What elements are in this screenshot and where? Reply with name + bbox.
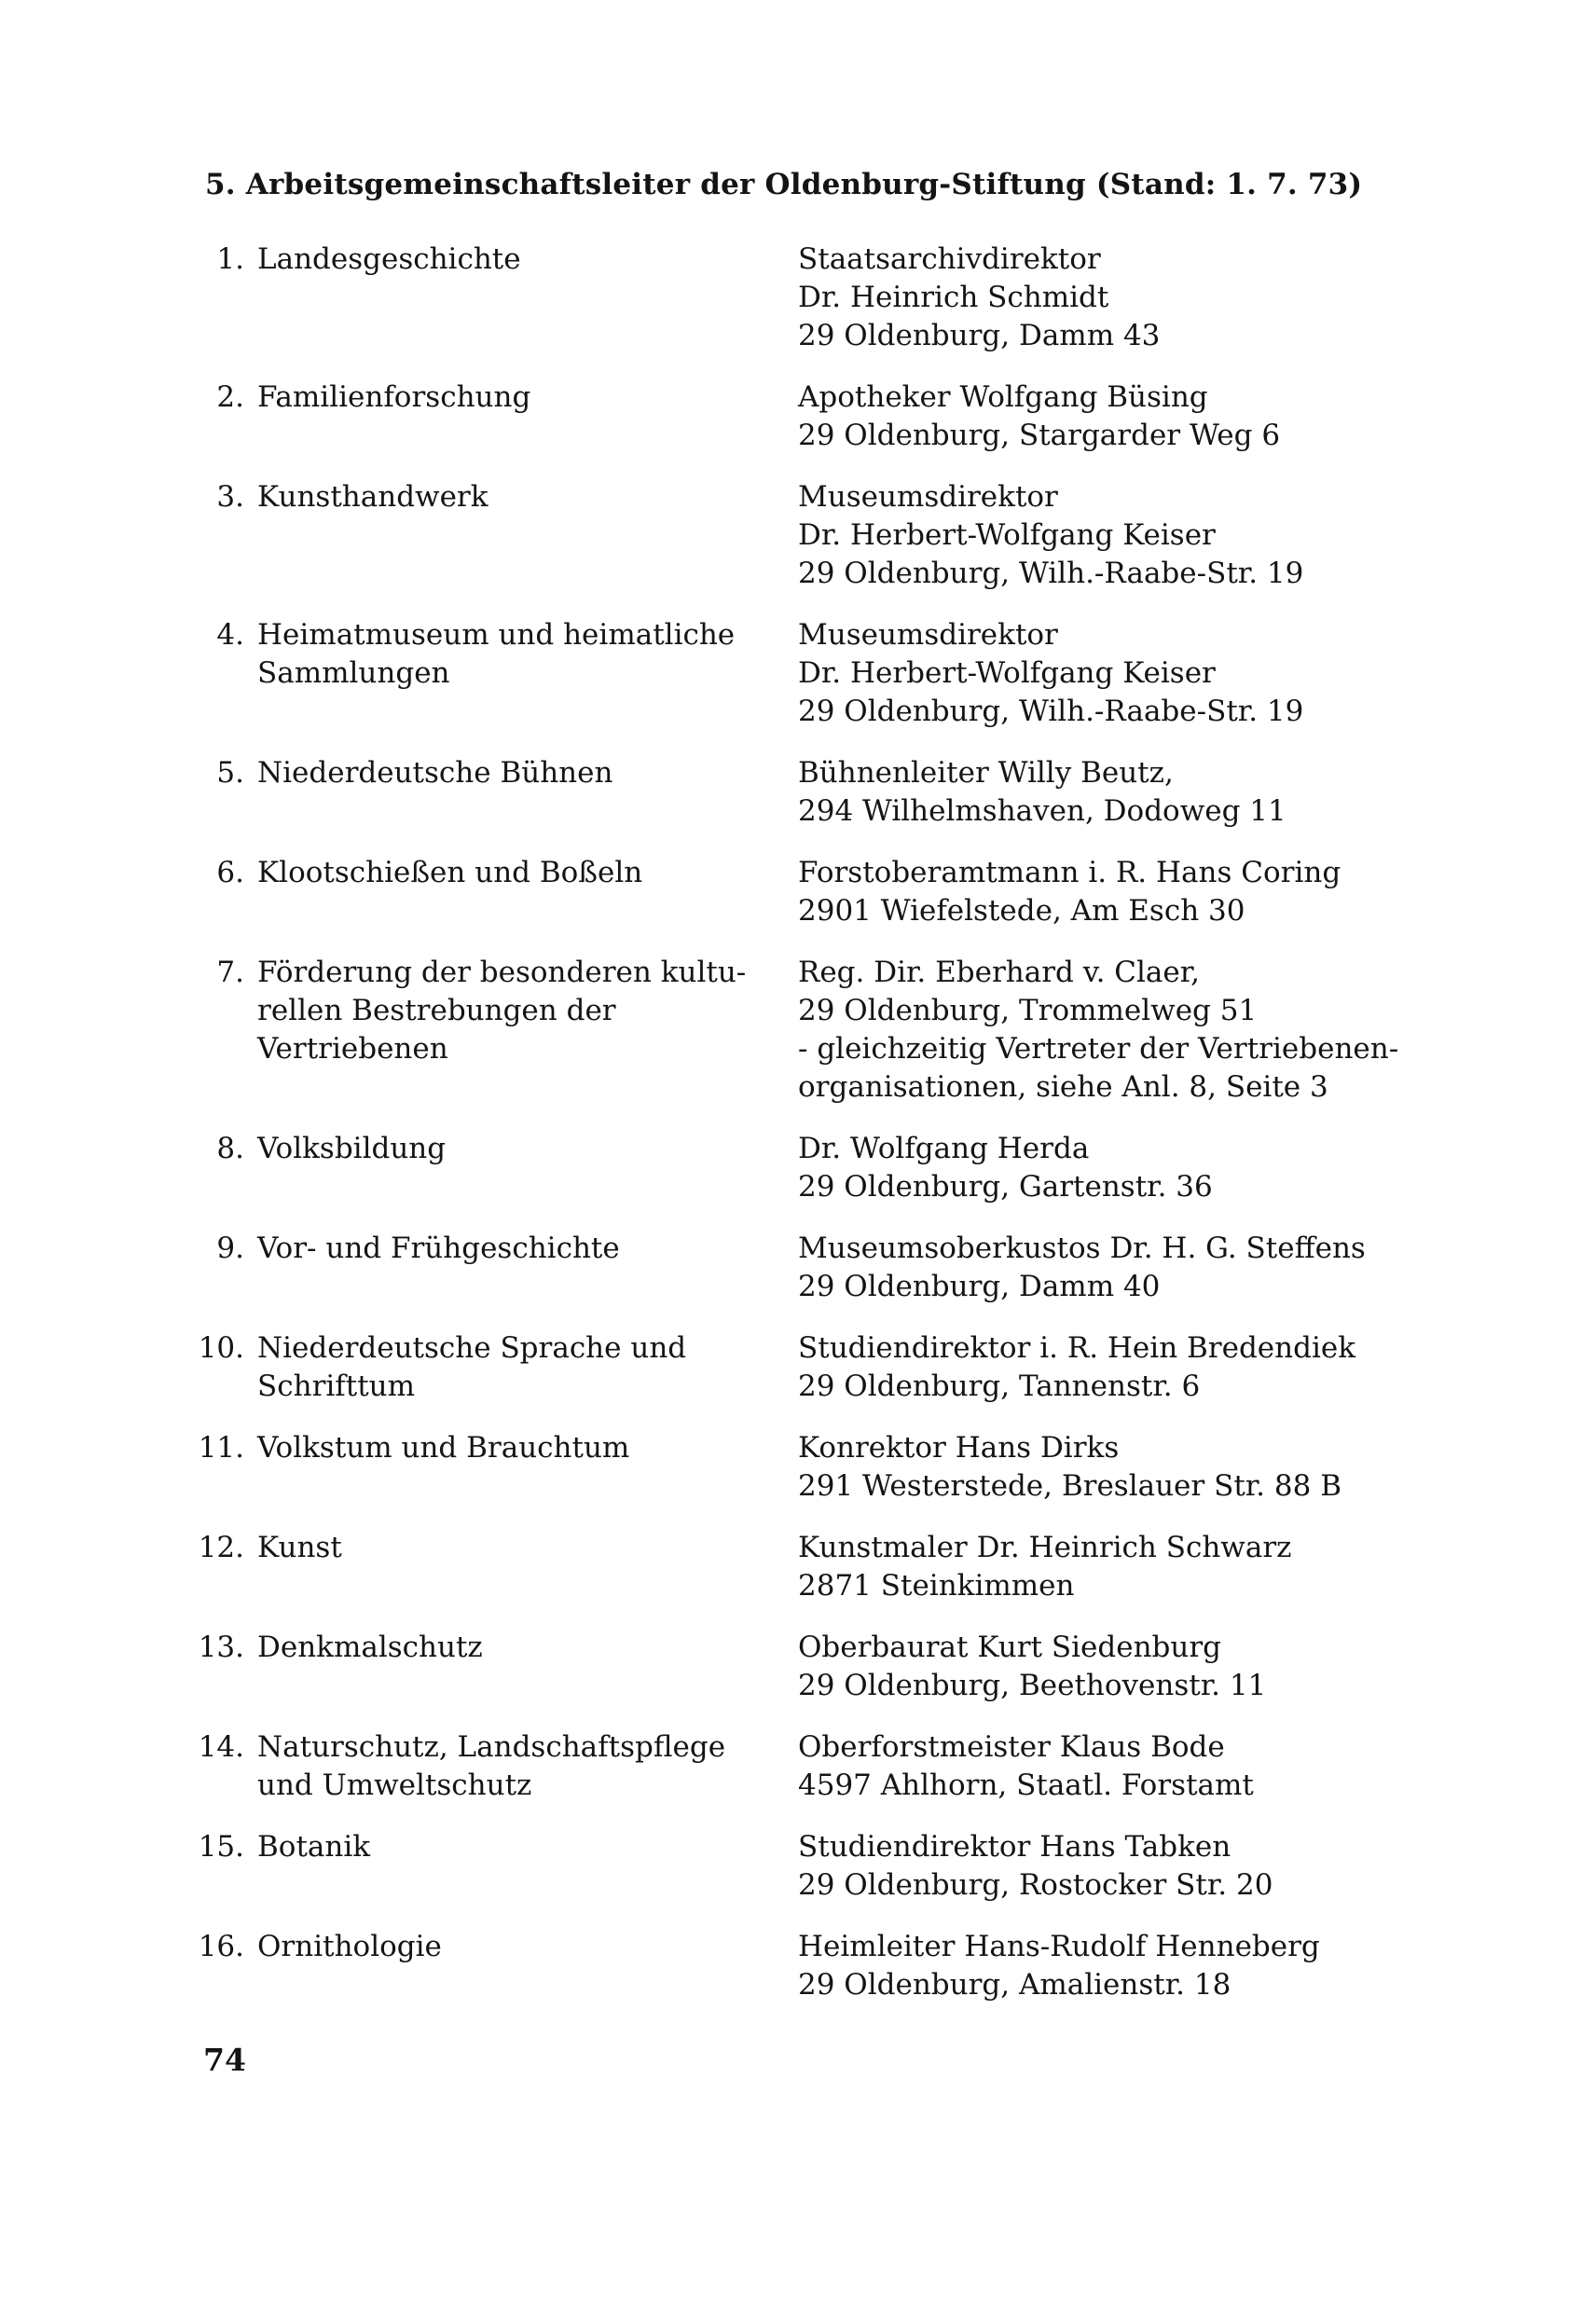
entry-number: 9. (216, 1232, 244, 1265)
entry-number: 10. (198, 1331, 244, 1365)
entry-number: 11. (198, 1431, 244, 1465)
list-item (0, 616, 1596, 731)
entry-list (0, 241, 1596, 2028)
list-item (0, 1429, 1596, 1506)
list-item (0, 1728, 1596, 1805)
entry-person: Bühnenleiter Willy Beutz, 294 Wilhelmshaven, Dodoweg 11 (798, 756, 1286, 828)
entry-person: Museumsdirektor Dr. Herbert-Wolfgang Keiser 29 Oldenburg, Wilh.-Raabe-Str. 19 (798, 480, 1304, 590)
list-item (0, 241, 1596, 355)
entry-number: 14. (198, 1730, 244, 1764)
list-item (0, 754, 1596, 831)
list-item (0, 1828, 1596, 1905)
entry-number: 4. (216, 618, 244, 652)
entry-number: 1. (216, 242, 244, 276)
entry-person: Heimleiter Hans-Rudolf Henneberg 29 Oldenburg, Amalienstr. 18 (798, 1930, 1320, 2002)
entry-topic: Botanik (257, 1830, 371, 1864)
entry-topic: Familienforschung (257, 380, 531, 414)
entry-topic: Landesgeschichte (257, 242, 521, 276)
section-heading: 5. Arbeitsgemeinschaftsleiter der Oldenburg-Stiftung (Stand: 1. 7. 73) (205, 168, 1363, 201)
page-number: 74 (203, 2042, 246, 2078)
list-item (0, 1230, 1596, 1306)
list-item (0, 1629, 1596, 1705)
entry-number: 7. (216, 956, 244, 989)
entry-number: 12. (198, 1531, 244, 1564)
entry-person: Oberbaurat Kurt Siedenburg 29 Oldenburg, Beethovenstr. 11 (798, 1631, 1267, 1702)
list-item (0, 954, 1596, 1107)
entry-number: 16. (198, 1930, 244, 1963)
list-item (0, 478, 1596, 593)
list-item (0, 378, 1596, 455)
entry-topic: Heimatmuseum und heimatliche Sammlungen (257, 618, 736, 690)
entry-topic: Klootschießen und Boßeln (257, 856, 643, 889)
list-item (0, 1130, 1596, 1206)
list-item (0, 854, 1596, 930)
entry-person: Apotheker Wolfgang Büsing 29 Oldenburg, Stargarder Weg 6 (798, 380, 1281, 452)
entry-topic: Kunsthandwerk (257, 480, 488, 514)
entry-topic: Volksbildung (257, 1132, 447, 1165)
entry-topic: Volkstum und Brauchtum (257, 1431, 630, 1465)
entry-person: Museumsdirektor Dr. Herbert-Wolfgang Keiser 29 Oldenburg, Wilh.-Raabe-Str. 19 (798, 618, 1304, 728)
list-item (0, 1329, 1596, 1406)
entry-person: Kunstmaler Dr. Heinrich Schwarz 2871 Steinkimmen (798, 1531, 1292, 1603)
entry-number: 15. (198, 1830, 244, 1864)
entry-person: Konrektor Hans Dirks 291 Westerstede, Breslauer Str. 88 B (798, 1431, 1341, 1503)
entry-person: Oberforstmeister Klaus Bode 4597 Ahlhorn, Staatl. Forstamt (798, 1730, 1254, 1802)
entry-topic: Ornithologie (257, 1930, 442, 1963)
entry-person: Forstoberamtmann i. R. Hans Coring 2901 Wiefelstede, Am Esch 30 (798, 856, 1341, 928)
entry-person: Studiendirektor i. R. Hein Bredendiek 29 Oldenburg, Tannenstr. 6 (798, 1331, 1356, 1403)
entry-topic: Niederdeutsche Sprache und Schrifttum (257, 1331, 687, 1403)
entry-person: Staatsarchivdirektor Dr. Heinrich Schmidt 29 Oldenburg, Damm 43 (798, 242, 1161, 352)
list-item (0, 1928, 1596, 2004)
entry-number: 5. (216, 756, 244, 790)
entry-topic: Vor- und Frühgeschichte (257, 1232, 620, 1265)
entry-topic: Förderung der besonderen kultu- rellen Bestrebungen der Vertriebenen (257, 956, 747, 1066)
entry-person: Reg. Dir. Eberhard v. Claer, 29 Oldenburg, Trommelweg 51 - gleichzeitig Vertreter der Vertriebenen- organisationen, siehe Anl. 8, Seite 3 (798, 956, 1399, 1104)
entry-number: 3. (216, 480, 244, 514)
entry-person: Studiendirektor Hans Tabken 29 Oldenburg, Rostocker Str. 20 (798, 1830, 1273, 1902)
entry-topic: Denkmalschutz (257, 1631, 483, 1664)
entry-number: 2. (216, 380, 244, 414)
entry-person: Museumsoberkustos Dr. H. G. Steffens 29 Oldenburg, Damm 40 (798, 1232, 1366, 1303)
entry-number: 13. (198, 1631, 244, 1664)
entry-topic: Naturschutz, Landschaftspflege und Umweltschutz (257, 1730, 726, 1802)
entry-person: Dr. Wolfgang Herda 29 Oldenburg, Gartenstr. 36 (798, 1132, 1213, 1204)
entry-topic: Niederdeutsche Bühnen (257, 756, 613, 790)
entry-number: 8. (216, 1132, 244, 1165)
list-item (0, 1529, 1596, 1605)
entry-number: 6. (216, 856, 244, 889)
entry-topic: Kunst (257, 1531, 342, 1564)
